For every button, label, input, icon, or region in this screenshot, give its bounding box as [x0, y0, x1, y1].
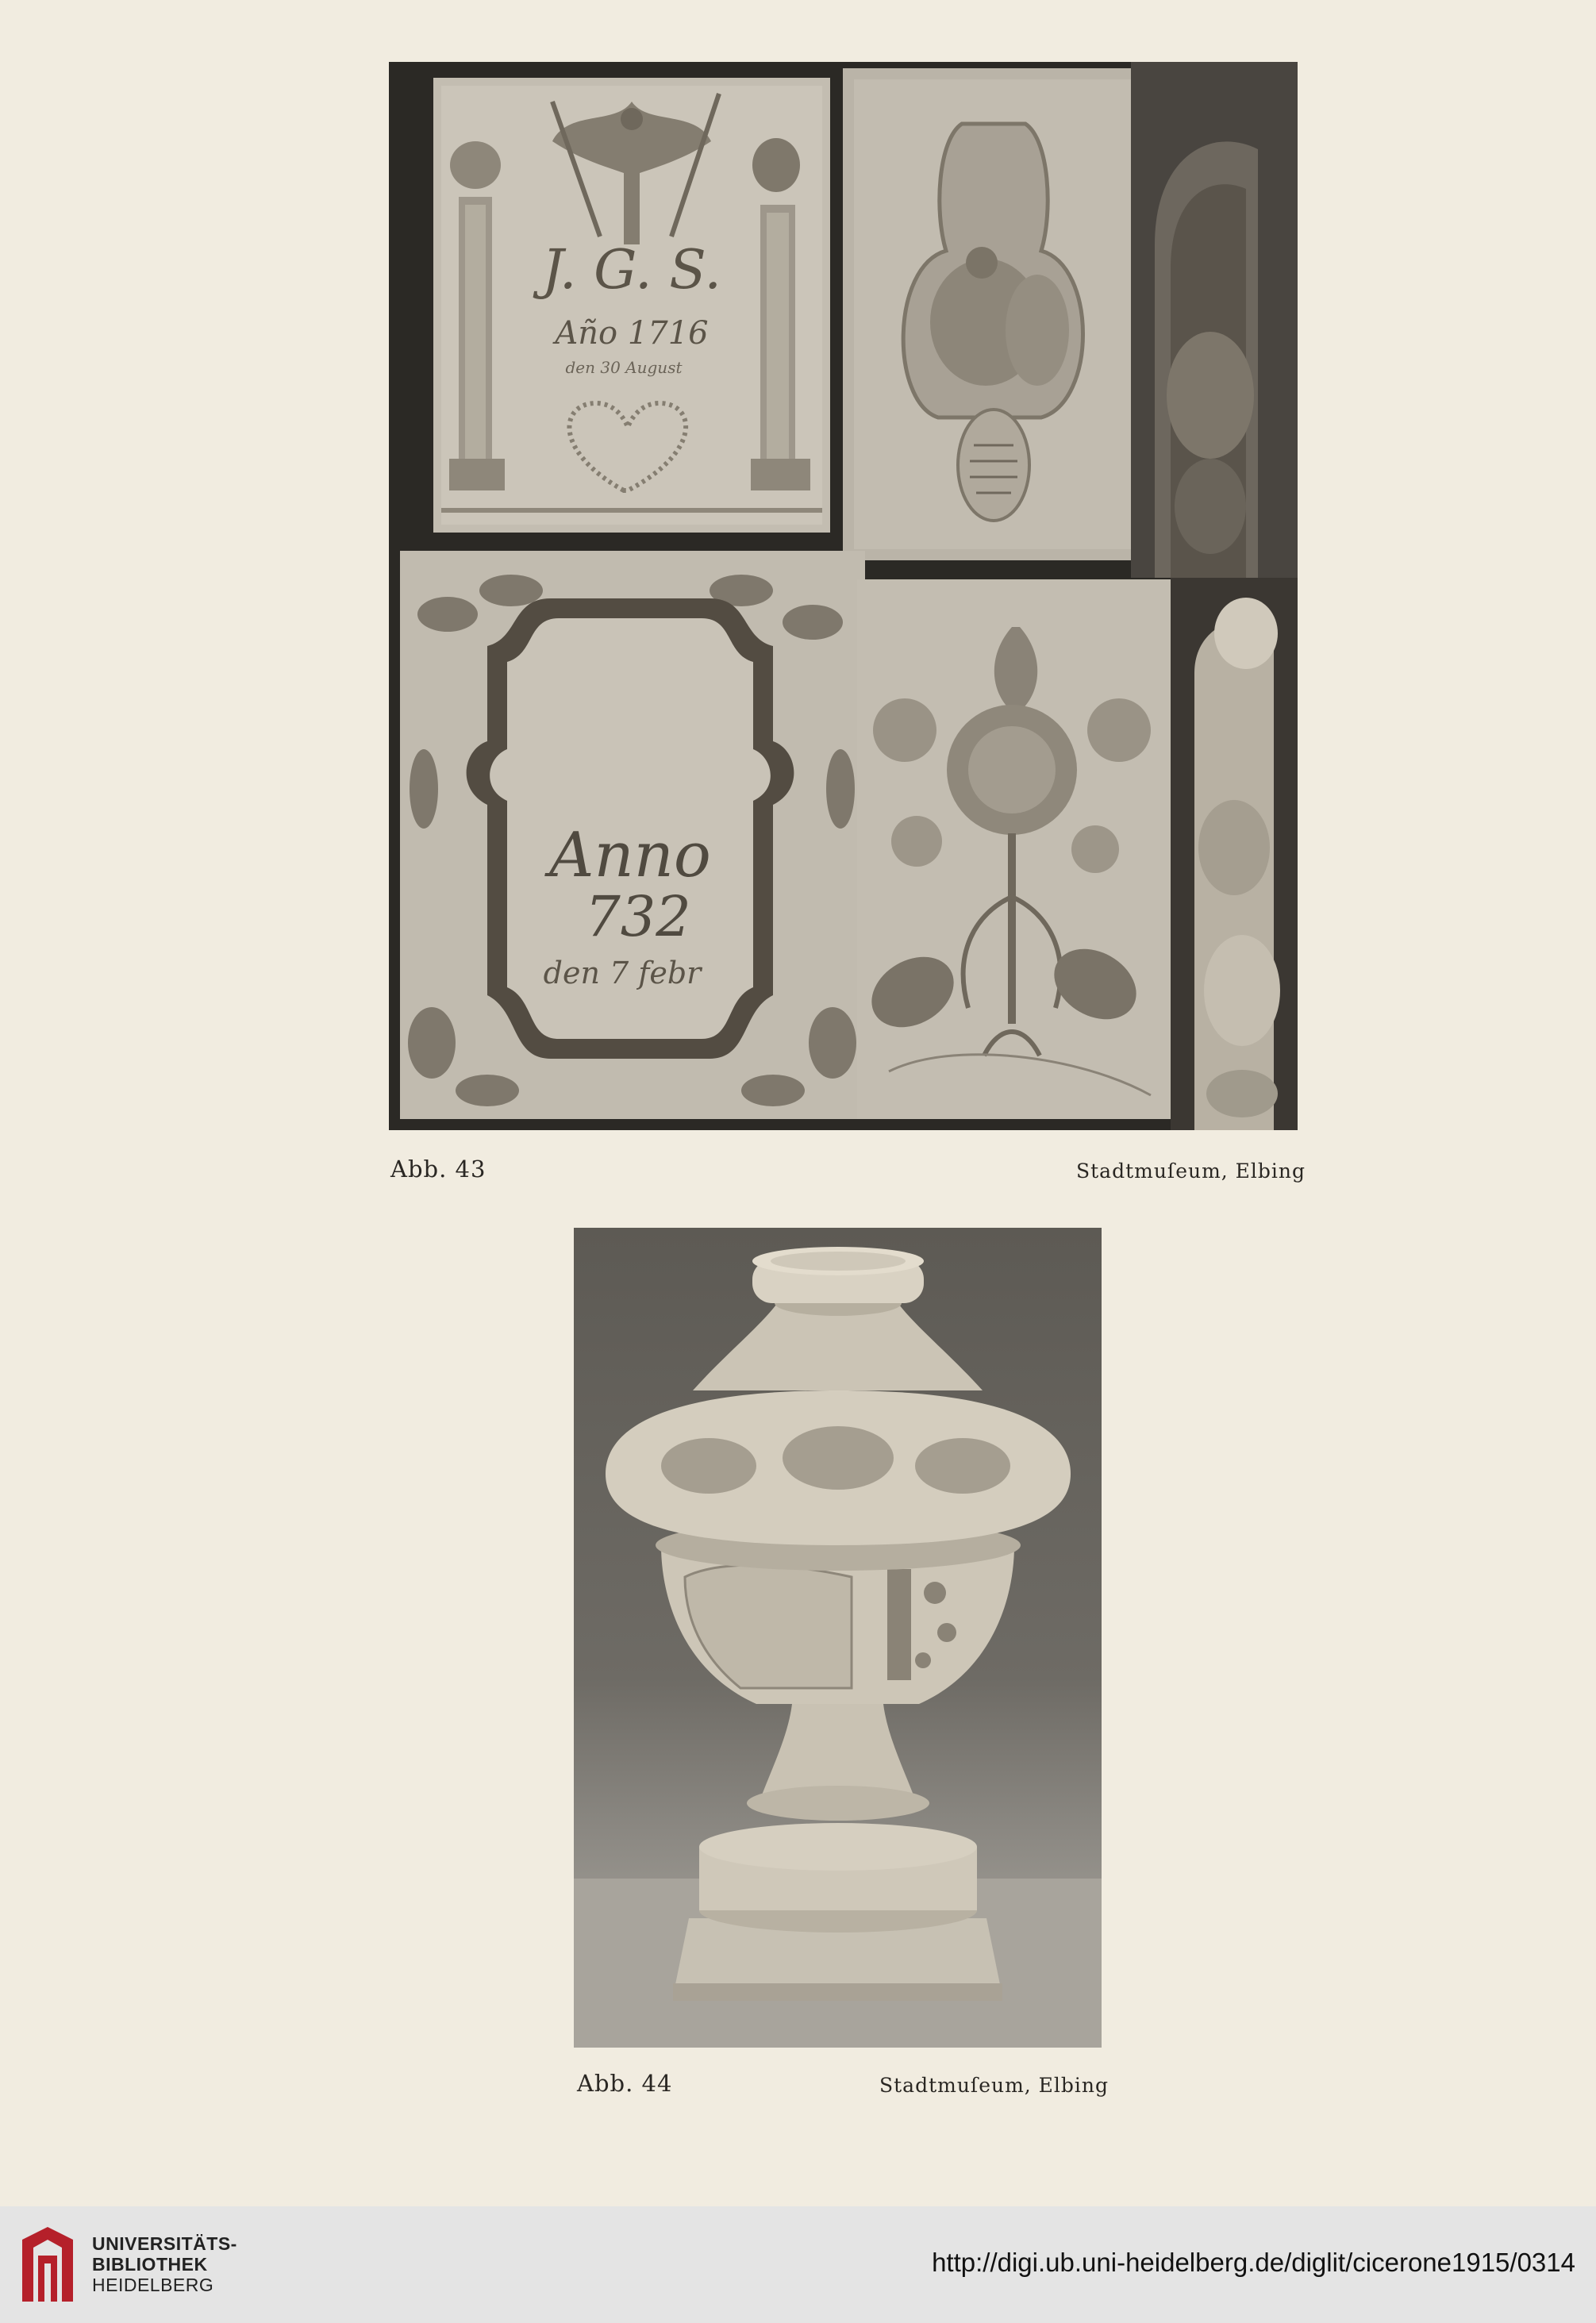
- tile-niche-lower-drawing: [1171, 578, 1298, 1130]
- tile-eagle-monogram: [433, 78, 830, 533]
- tile-saint-figure: [843, 68, 1144, 560]
- figure-43-source: Stadtmuſeum, Elbing: [1076, 1160, 1306, 1183]
- figure-44-label: Abb. 44: [577, 2070, 673, 2097]
- tile-eagle-drawing: [433, 78, 830, 533]
- tile-date-febr-text: den 7 febr: [543, 956, 702, 990]
- figure-44-source: Stadtmuſeum, Elbing: [879, 2074, 1110, 2097]
- library-footer: [0, 2206, 1596, 2323]
- figure-44-photo: [574, 1228, 1102, 2048]
- tile-flower-bouquet: [857, 579, 1183, 1119]
- figure-43-label: Abb. 43: [390, 1156, 486, 1183]
- vase-drawing: [574, 1228, 1102, 2048]
- library-name: [92, 2233, 237, 2295]
- figure-43-photo: [389, 62, 1298, 1130]
- tile-flower-drawing: [857, 579, 1183, 1119]
- tile-niche-lower: [1171, 578, 1298, 1130]
- university-library-logo-icon: [16, 2224, 79, 2306]
- library-name-line-1: UNIVERSITÄTS-: [92, 2233, 237, 2254]
- tile-year-1716-text: Año 1716: [555, 315, 709, 352]
- tile-saint-drawing: [843, 68, 1144, 560]
- source-url-link[interactable]: http://digi.ub.uni-heidelberg.de/diglit/cicerone1915/0314: [932, 2248, 1575, 2277]
- tile-monogram-text: J. G. S.: [541, 239, 722, 302]
- library-name-line-2: BIBLIOTHEK: [92, 2254, 208, 2275]
- tile-anno-text: Anno: [549, 820, 711, 891]
- tile-anno-cartouche: [400, 551, 865, 1119]
- tile-anno-drawing: [400, 551, 865, 1119]
- tile-niche-upper-drawing: [1131, 62, 1298, 578]
- tile-year-732-text: 732: [585, 884, 691, 949]
- tile-date-august-text: den 30 August: [565, 358, 683, 377]
- library-name-line-3: HEIDELBERG: [92, 2275, 214, 2295]
- tile-niche-upper: [1131, 62, 1298, 578]
